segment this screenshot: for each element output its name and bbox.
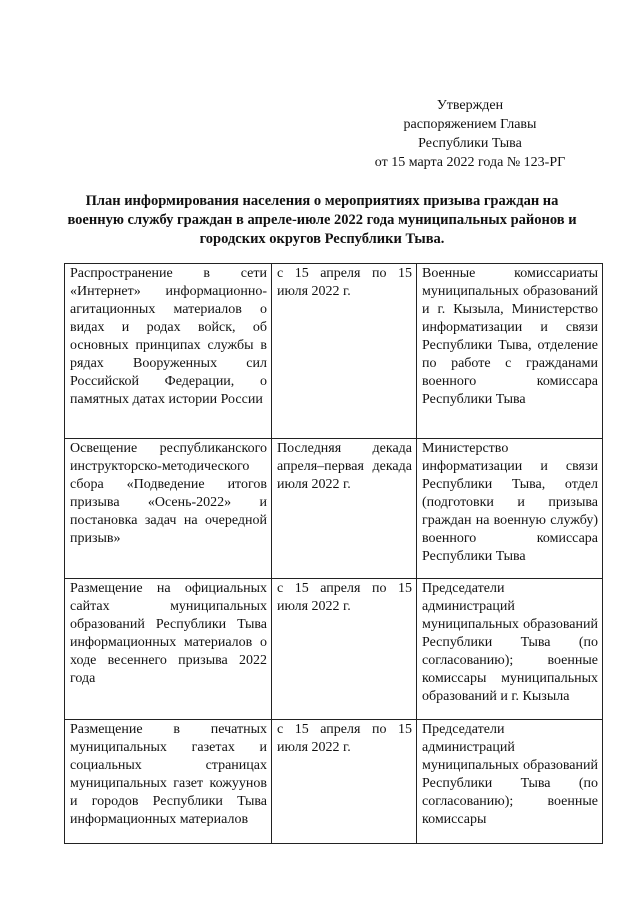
activity-cell: Освещение республиканского инструкторско-методического сбора «Подведение итогов призыва «Осень-2022» и постановка задач на очередной призыв» (65, 439, 272, 579)
approval-line: Утвержден (436, 98, 504, 113)
plan-table (64, 263, 603, 844)
table-row (65, 264, 603, 439)
approval-line: от 15 марта 2022 года № 123-РГ (374, 155, 566, 170)
responsible-cell: Министерство информатизации и связи Республики Тыва, отдел (подготовки и призыва граждан на военную службу) военного комиссара Республики Тыва (417, 439, 603, 579)
responsible-cell: Председатели администраций муниципальных образований Республики Тыва (по согласованию); военные комиссары (417, 720, 603, 844)
approval-line: Республики Тыва (418, 136, 522, 151)
approval-stamp (360, 96, 580, 172)
responsible-cell: Председатели администраций муниципальных образований Республики Тыва (по согласованию); военные комиссары муниципальных образований и г. Кызыла (417, 579, 603, 720)
activity-cell: Размещение в печатных муниципальных газетах и социальных страницах муниципальных газет кожуунов и городов Республики Тыва информационных материалов (65, 720, 272, 844)
table-row (65, 439, 603, 579)
activity-cell: Распространение в сети «Интернет» информационно-агитационных материалов о видах и родах войск, об основных принципах службы в рядах Вооруженных сил Российской Федерации, о памятных датах истории России (65, 264, 272, 439)
activity-cell: Размещение на официальных сайтах муниципальных образований Республики Тыва информационных материалов о ходе весеннего призыва 2022 года (65, 579, 272, 720)
approval-line: распоряжением Главы (403, 117, 537, 132)
table-row (65, 579, 603, 720)
table-row (65, 720, 603, 844)
period-cell: с 15 апреля по 15 июля 2022 г. (272, 720, 417, 844)
period-cell: с 15 апреля по 15 июля 2022 г. (272, 264, 417, 439)
period-cell: с 15 апреля по 15 июля 2022 г. (272, 579, 417, 720)
period-cell: Последняя декада апреля–первая декада июля 2022 г. (272, 439, 417, 579)
document-title: План информирования населения о мероприятиях призыва граждан на военную службу граждан в апреле-июле 2022 года муниципальных районов и городских округов Республики Тыва. (67, 193, 577, 247)
responsible-cell: Военные комиссариаты муниципальных образований и г. Кызыла, Министерство информатизации и связи Республики Тыва, отделение по работе с гражданами военного комиссара Республики Тыва (417, 264, 603, 439)
